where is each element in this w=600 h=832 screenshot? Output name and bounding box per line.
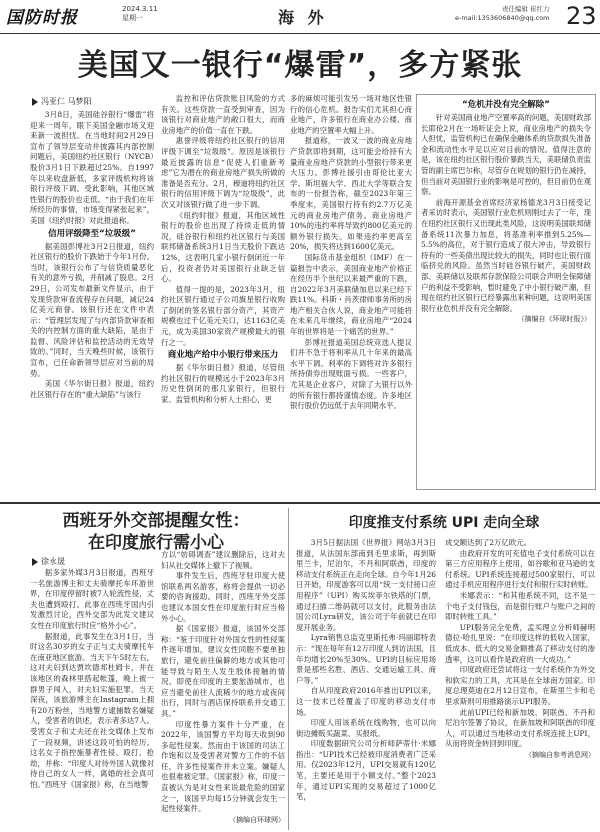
paragraph: 国际货币基金组织（IMF）在一篇报告中表示，美国商业地产价格正在经历半个世纪以来最严重的下跌，自2022年3月美联储加息以来已经下跌11%。科斯・肖茨律师事务所的房地产相关合伙人说，商业地产可能将在未来几年继续，商业房地产“2024年的世界将是一个痛苦的世界。” xyxy=(290,252,412,337)
paragraph: 印度政府还尝试将这一支付系统作为外交和软实力的工具，尤其是在全球南方国家。印度总理莫迪在2月12日宣布，在斯里兰卡和毛里求斯则可用推路演示UPI服务。 xyxy=(445,665,595,706)
article1-column-3 xyxy=(290,94,412,494)
paragraph: 印度人用该系统在线购物，也可以向街边摊贩买蔬菜、买报纸。 xyxy=(296,718,436,738)
section-divider xyxy=(0,502,600,504)
article1-byline xyxy=(32,96,92,107)
byline-author: 徐永晟 xyxy=(41,557,65,566)
subheading: 信用评级降至“垃圾级” xyxy=(48,228,136,239)
editor-info xyxy=(455,5,550,23)
paragraph: 据《华尔街日报》报道，尽管纽约社区银行的规模远小于2023年3月历史性倒闭的那几家银行，但银行家、监管机构和分析人士担心，更 xyxy=(161,363,285,405)
paragraph: 前海开源基金首席经济家杨德龙3月3日接受记者采访时表示，美国银行业危机则刚过去了一年，现在纽约社区银行又出现此类风险，这说明美国联邦储备系统11次暴力加息，将基准利率推到5.25%—5.5%的高位，对于银行造成了很大冲击，导致银行持有的一些美债出现比较大的损失，同时也让银行面临挤兑的风险。虽然当时硅谷银行破产，美国财政部、美联储以及联邦存款保险公司联合声明全保障储户的利益不受影响，暂时避免了中小银行破产潮，但现在纽约社区银行已经暴露出来种问题，这说明美国银行业危机并没有完全解除。 xyxy=(421,197,591,313)
article2-headline xyxy=(28,510,284,554)
paragraph: 监控和评估贷款账目风险的方式有关。这些贷款一直受到审查，因为该银行对商业地产的敞口很大，而商业房地产的价值一直在下跌。 xyxy=(161,94,285,135)
article1-column-2 xyxy=(161,94,285,494)
article2-headline-line2: 在印度旅行需小心 xyxy=(88,533,224,553)
sidebar-box-content xyxy=(421,98,591,486)
paragraph: 针对美国商业地产空置率高的问题，美国财政部长耶伦2月在一场听证会上说，商业房地产的损失令人担忧，监管机构已在确保金融体系的贷款损失准备金和流动性水平足以应对目前的情况。值得注意的是，该在纽约社区银行股价暴跌当天，美联储负责监管的副主席巴尔称，尽管存在规划的银行仍在减持，但当前对美国银行业的影响是可控的，但目前仍在观察。 xyxy=(421,113,591,197)
article2-column-2 xyxy=(161,550,285,830)
editor-email: e-mail:1353606840@qq.com xyxy=(455,14,550,22)
paragraph: 美国《华尔街日报》报道，纽约社区银行存在的“重大缺陷”与该行 xyxy=(30,379,154,399)
paragraph: 据《国家报》报道，该国外交部称：“鉴于印度针对外国女性的性侵案件逐年增加，建议女性同胞不要单独旅行，避免前往偏僻的地方或其他可能导致与陌生人发生肢体接触的情况。即使在印度的主要旅游城市，也应当避免前往人流稀少的地方或夜间出行，同时与酒店保持联系并交通工具。” xyxy=(161,624,285,718)
article2-headline-line1: 西班牙外交部提醒女性： xyxy=(62,511,250,531)
byline-authors: 冯亚仁 马梦阳 xyxy=(41,97,92,106)
paragraph: 据美国彭博社3月2日报道，纽约社区银行的股价下跌始于今年1月份。当时，该银行公布了与信贷质量恶化有关的意外亏损，并削减了股息。2月29日，公司发布最新文件显示，由于发现贷款审查流程存在问题，减记24亿美元商誉。该银行还在文件中表示：“管理层发现了与内部贷款审查相关的内控制方面的重大缺陷，是由于监督、风险评估和监控活动的无效导致的。”同时，当天晚些时候，该银行宣布，已任命新领导层应对当前的局势。 xyxy=(30,241,154,378)
paragraph: 多的麻烦可能引发另一场对地区性银行的信心危机。报告实们尤其担心商业地产，许多银行在商业办公楼、商业地产的空置率大幅上升。 xyxy=(290,94,412,135)
subheading: 商业地产给中小银行带来压力 xyxy=(167,350,279,361)
source-note: （摘编自《环球时报》） xyxy=(517,315,591,324)
article1-column-1 xyxy=(30,110,154,498)
section-title: 海 外 xyxy=(278,8,328,27)
article2-byline xyxy=(32,556,65,567)
date-text: 2024.3.11 xyxy=(122,5,158,13)
article2-column-1 xyxy=(30,568,154,830)
article3-headline: 印度推支付系统 UPI 走向全球 xyxy=(348,515,540,531)
paragraph: 此前UPI已经和新加坡、阿联酋、不丹和尼泊尔签署了协议，在新加坡和阿联酋的印度人，可以通过当地移动支付系统连接上UPI，从而将资金转回到印度。 xyxy=(445,707,595,749)
box-title: “危机并没有完全解除” xyxy=(462,100,550,110)
paragraph: 报道称，一波又一波的商业房地产贷款即将到期，这可能会给持有大量商业房地产贷款的小型银行带来更大压力。彭博社援引由哥伦比亚大学、斯坦福大学、西北大学等联合发布的一份报告称，截至2023年第三季度末，美国银行持有约2.7万亿美元的商业房地产债务。商业房地产10%的违约率将导致约800亿美元的额外银行损失。如果违约率更高至20%，损失将达到1600亿美元。 xyxy=(290,136,412,252)
paragraph: 米娜表示：“和其他系统不同，这不是一个电子支付钱包，而是银行账户与账户之间的即时转账工具。” xyxy=(445,590,595,622)
paragraph: 由政府开发的可充值电子支付系统可以在第三方应用程序上使用，如谷歌和亚马逊的支付系统。UPI系统连接超过500家银行，可以通过手机应用程序进行支付和银行实时转账。 xyxy=(445,548,595,590)
paragraph: 成交额达到了2万亿欧元。 xyxy=(445,538,532,547)
paragraph: 据报道，此事发生在3月1日，当时这名30岁的女子正与丈夫骑摩托车在南亚地区旅游。当天下午5时左右，这对夫妇到达贾坎德邦杜姆卡，并在该地区的森林里搭起帐篷，晚上被一群男子闯入，对夫妇实施犯罪。当天深夜，该旅游博主在Instagram上拥有20万粉丝，当地警方逮捕数名嫌疑人，受害者的供述，表示者多达7人。受害女子和丈夫还在社交媒体上发布了一段视频，讲述这段可怕的经历。这名女子指控施暴者性侵、殴打、抢劫，并称：“印度人对待外国人就像对待自己的女人一样，离婚的社会真可怕。”西班牙《国家报》称，在当地警 xyxy=(30,631,154,789)
paragraph: 《纽约时报》报道，其他区域性银行的股价也出现了持续走低的情况，硅谷银行和纽约社区银行与美国联邦储备系统3月1日当天股价下跌达12%，这表明几家小银行倒闭近一年后，投资者仍对美国银行业缺乏信心。 xyxy=(161,210,285,284)
main-headline: 美国又一银行“爆雷”，多方紧张 xyxy=(77,48,523,83)
paragraph: UPI服务完全免费，孟买理立分析师赫明德拉·哈扎里说：“在印度这样的低收入国家，低成本、低大的交易金额推高了移动支付的渗透率，这可以看作是政府的一大成功。” xyxy=(445,622,595,664)
source-note: （摘编自参考消息网） xyxy=(525,750,595,759)
issue-date xyxy=(122,5,158,23)
byline-marker-icon xyxy=(32,558,38,566)
weekday-text: 星期一 xyxy=(122,14,143,22)
article3-column-1 xyxy=(296,538,436,830)
article3-column-2 xyxy=(445,538,595,830)
byline-marker-icon xyxy=(32,98,38,106)
paragraph: 印度性暴力案件十分严重，在2022年，该国警方平均每天收到90多起性侵案。然而由于该国的司法工作饱和以及受害者对警方工作的不信任，许多性侵案件并未立案。嫌疑人也很难被定罪。《国家报》称，印度一直被认为是对女性来说最危险的国家之一，该国平均每15分钟就会发生一起性侵案件。 xyxy=(161,719,285,814)
paragraph: 自从印度政府2016年推出UPI以来，这一技术已经覆盖了印度的移动支付市场。 xyxy=(296,686,436,717)
paragraph: 3月5日据法国《世界报》网站3月3日报道，从法国东部南到毛里求斯，再到斯里兰卡，尼泊尔，不丹和阿联酋，印度的移动支付系统正在走向全球。自今年1月26日开始，印度游客可以用“统一支付接口应用程序”（UPI）购买埃菲尔铁塔的门票，通过扫描二维码就可以支付，此服务由法国公司Lyra研发，该公司于年前就已在印度开展业务。 xyxy=(296,538,436,632)
masthead: 国防时报 xyxy=(6,8,78,28)
paragraph: 惠誉评级将纽约社区银行的信用评级下调至“垃圾级”。原因是该银行最近披露的信息“促使人们重新考虑”它为潜在的商业房地产损失所做的准备是否充分。2月，穆迪将纽约社区银行的信用评级下调为“垃圾级”，此次又对该银行做了进一步下调。 xyxy=(161,136,285,209)
paragraph: Lyra销售总监克里斯托弗·玛丽耶特表示：“现在每年有12万印度人到访法国，且年均增长20%至30%。UPI的目标应用场景是那些名胜、酒店、交通运输工具、商户等。” xyxy=(296,633,436,685)
paragraph: 值得一提的是，2023年3月，纽约社区银行通过子公司旗星银行收购了倒闭的签名银行部分资产，其资产规模也过千亿美元关口，达1163亿美元，成为美国30家资产规模最大的银行之一。 xyxy=(161,284,285,347)
paragraph: 印度数据研究公司分析师萨蒂什·米娜指出：“UPI技术已经被印度消费者广泛采用。仅2023年12月，UPI交易就有120亿笔，主要还是用于小额支付。”整个2023年，通过UPI实现的交易超过了1000亿笔， xyxy=(296,739,436,802)
paragraph: 彭博社报道美国总统竞选人提议们并不急于将利率从几十年来的最高水平下调。利率的下调将对许多银行所持债券出现账面亏损。一些客户，尤其是企业客户，对除了大银行以外的所有银行都持谨慎态度。许多地区银行股价仍远低于去年同期水平。 xyxy=(290,337,412,411)
paragraph: 据多家外媒3月3日报道，西班牙一名旅游博主和丈夫骑摩托车环游世界，在印度停留时被7人轮流性侵，丈夫也遭到殴打。此事在西班牙国内引发激烈讨论，西外交部为此发文建议女性在印度旅行时应“格外小心”。 xyxy=(30,568,154,630)
editor-name: 责任编辑 崔红力 xyxy=(501,5,550,13)
source-note: （摘编自环球网） xyxy=(229,815,285,824)
page-header xyxy=(0,0,600,34)
page-number: 23 xyxy=(566,2,597,30)
paragraph: 方以“妨碍调查”建议删除后，这对夫妇从社交媒体上撤下了视频。 xyxy=(161,550,285,570)
column-divider xyxy=(288,508,289,830)
paragraph: 3月8日，美国硅谷银行“爆雷”将迎来一周年，眼下美国金融市场又迎来新一波担忧。在当地时间2月29日宣布了领导层变动并披露其内部控制问题后，美国纽约社区银行（NYCB）股价3月1日下跌超过25%。自1997年以来收盘新低，多家评级机构将该银行评级下调。受此影响，其他区域性银行的股价也走低。“由于我们在年所经历的事情，市场变得紧张起来”，美国《纽约时报》对此报道称。 xyxy=(30,110,154,225)
paragraph: 事件发生后，西班牙驻印度大使馆联系两名游客，称将会提供一切必要的咨询援助。同时，西班牙外交部也建议本国女性在印度旅行时应当格外小心。 xyxy=(161,571,285,623)
